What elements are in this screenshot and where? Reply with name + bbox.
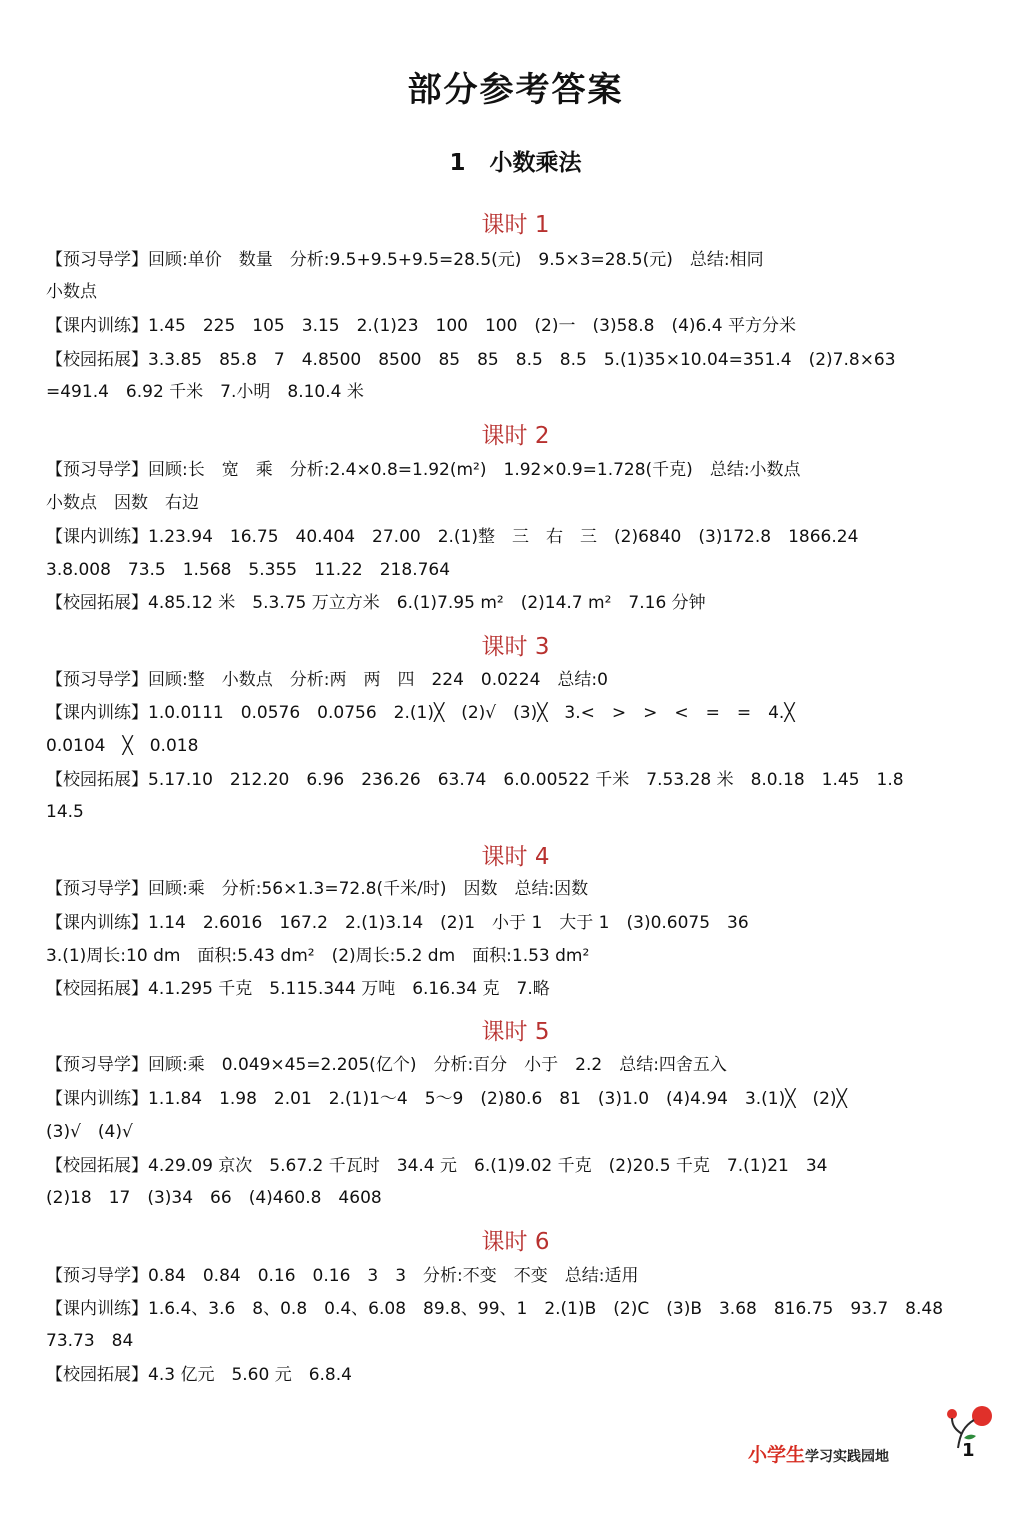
answer-line: 【课内训练】1.45 225 105 3.15 2.(1)23 100 100 (2)一 (3)58.8 (4)6.4 平方分米 xyxy=(46,316,796,336)
answer-line: 14.5 xyxy=(46,802,84,822)
lesson-heading: 课时 6 xyxy=(481,1229,550,1255)
answer-line: 3.8.008 73.5 1.568 5.355 11.22 218.764 xyxy=(46,560,451,580)
answer-line: 【预习导学】回顾:整 小数点 分析:两 两 四 224 0.0224 总结:0 xyxy=(46,670,608,690)
answer-line: 【课内训练】1.14 2.6016 167.2 2.(1)3.14 (2)1 小于 1 大于 1 (3)0.6075 36 xyxy=(46,913,749,933)
brand-red-text: 小学生 xyxy=(748,1444,806,1466)
answer-line: 【预习导学】回顾:长 宽 乘 分析:2.4×0.8=1.92(m²) 1.92×0.9=1.728(千克) 总结:小数点 xyxy=(46,460,801,480)
lesson-heading: 课时 1 xyxy=(481,212,550,238)
answer-line: =491.4 6.92 千米 7.小明 8.10.4 米 xyxy=(46,382,364,402)
answer-line: 【校园拓展】5.17.10 212.20 6.96 236.26 63.74 6.0.00522 千米 7.53.28 米 8.0.18 1.45 1.8 xyxy=(46,770,904,790)
page-title: 部分参考答案 xyxy=(407,70,624,110)
answer-line: 【课内训练】1.23.94 16.75 40.404 27.00 2.(1)整 三 右 三 (2)6840 (3)172.8 1866.24 xyxy=(46,527,859,547)
unit-number: 1 xyxy=(449,150,466,176)
answer-line: 【课内训练】1.6.4、3.6 8、0.8 0.4、6.08 89.8、99、1 2.(1)B (2)C (3)B 3.68 816.75 93.7 8.48 xyxy=(46,1299,944,1319)
answer-line: 【课内训练】1.0.0111 0.0576 0.0756 2.(1)╳ (2)√ (3)╳ 3.< > > < = = 4.╳ xyxy=(46,703,795,723)
unit-name: 小数乘法 xyxy=(489,150,582,176)
page-number: 1 xyxy=(962,1440,975,1461)
answer-line: 小数点 xyxy=(46,282,97,302)
answer-line: 【校园拓展】4.85.12 米 5.3.75 万立方米 6.(1)7.95 m² (2)14.7 m² 7.16 分钟 xyxy=(46,593,706,613)
answer-line: 【校园拓展】4.1.295 千克 5.115.344 万吨 6.16.34 克 7.略 xyxy=(46,979,550,999)
answer-line: 【校园拓展】3.3.85 85.8 7 4.8500 8500 85 85 8.5 8.5 5.(1)35×10.04=351.4 (2)7.8×63 xyxy=(46,350,896,370)
footer-brand xyxy=(748,1440,889,1467)
answer-line: 【预习导学】回顾:乘 分析:56×1.3=72.8(千米/时) 因数 总结:因数 xyxy=(46,879,589,899)
lesson-heading: 课时 2 xyxy=(481,423,550,449)
lesson-heading: 课时 3 xyxy=(481,634,550,660)
unit-title xyxy=(0,144,1031,177)
lesson-heading: 课时 4 xyxy=(481,844,550,870)
answer-line: (2)18 17 (3)34 66 (4)460.8 4608 xyxy=(46,1188,382,1208)
answer-line: 【预习导学】回顾:乘 0.049×45=2.205(亿个) 分析:百分 小于 2.2 总结:四舍五入 xyxy=(46,1055,727,1075)
answer-line: (3)√ (4)√ xyxy=(46,1122,133,1142)
answer-line: 【校园拓展】4.3 亿元 5.60 元 6.8.4 xyxy=(46,1365,352,1385)
brand-rest-text: 学习实践园地 xyxy=(805,1449,890,1465)
answer-line: 【课内训练】1.1.84 1.98 2.01 2.(1)1～4 5～9 (2)80.6 81 (3)1.0 (4)4.94 3.(1)╳ (2)╳ xyxy=(46,1089,847,1109)
lesson-heading: 课时 5 xyxy=(481,1019,550,1045)
answer-line: 【预习导学】0.84 0.84 0.16 0.16 3 3 分析:不变 不变 总结:适用 xyxy=(46,1266,639,1286)
answer-line: 【校园拓展】4.29.09 京次 5.67.2 千瓦时 34.4 元 6.(1)9.02 千克 (2)20.5 千克 7.(1)21 34 xyxy=(46,1156,828,1176)
answer-line: 3.(1)周长:10 dm 面积:5.43 dm² (2)周长:5.2 dm 面积:1.53 dm² xyxy=(46,946,590,966)
answer-line: 小数点 因数 右边 xyxy=(46,493,199,513)
answer-line: 73.73 84 xyxy=(46,1331,134,1351)
answer-line: 【预习导学】回顾:单价 数量 分析:9.5+9.5+9.5=28.5(元) 9.5×3=28.5(元) 总结:相同 xyxy=(46,250,764,270)
answer-line: 0.0104 ╳ 0.018 xyxy=(46,736,199,756)
